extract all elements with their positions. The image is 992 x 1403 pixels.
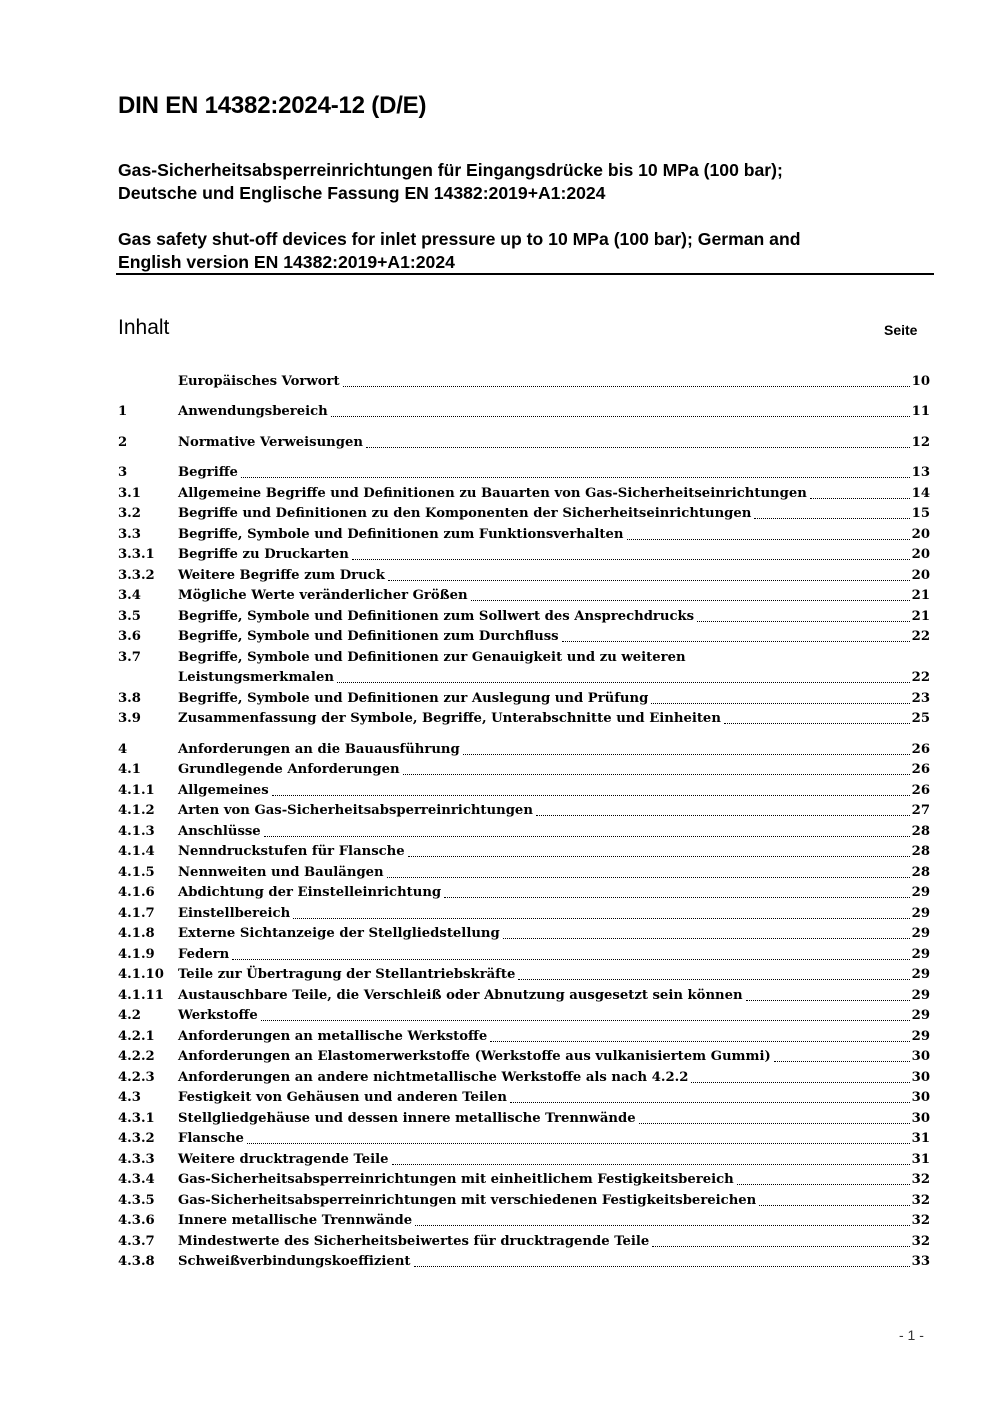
toc-dot-leader (774, 1060, 910, 1062)
toc-entry[interactable] (118, 544, 930, 565)
title-english-line-1: Gas safety shut-off devices for inlet pressure up to 10 MPa (100 bar); German and (118, 229, 801, 249)
toc-dot-leader (408, 855, 910, 857)
toc-entry-page: 11 (911, 404, 930, 419)
toc-entry-number: 4.1.3 (118, 823, 155, 839)
toc-entry-page: 21 (911, 608, 930, 624)
toc-entry-title: Begriffe, Symbole und Definitionen zur Genauigkeit und zu weiteren (178, 649, 686, 665)
toc-entry-title: Begriffe zu Druckarten (178, 547, 349, 562)
page-number: - 1 - (899, 1327, 924, 1343)
toc-dot-leader (697, 620, 910, 622)
toc-dot-leader (463, 753, 910, 755)
toc-entry-page: 30 (911, 1110, 930, 1126)
toc-entry[interactable] (118, 882, 930, 903)
toc-entry[interactable] (118, 1210, 930, 1231)
toc-entry-title: Federn (178, 946, 230, 962)
toc-entry-page: 29 (911, 885, 930, 900)
toc-entry-title: Anforderungen an metallische Werkstoffe (178, 1028, 488, 1044)
toc-entry-number: 4.2 (118, 1008, 141, 1023)
toc-entry-page: 28 (911, 823, 930, 839)
toc-entry-page: 26 (911, 762, 930, 777)
toc-entry-number: 4.2.2 (118, 1049, 155, 1064)
toc-dot-leader (264, 835, 910, 837)
toc-entry-page: 30 (911, 1090, 930, 1105)
toc-entry-page: 10 (911, 373, 930, 389)
toc-dot-leader (247, 1142, 910, 1144)
toc-entry-number: 4.1.8 (118, 926, 155, 941)
toc-dot-leader (232, 958, 909, 960)
toc-entry-title: Anwendungsbereich (178, 404, 328, 419)
toc-entry-page: 20 (911, 547, 930, 562)
toc-entry-title: Gas-Sicherheitsabsperreinrichtungen mit verschiedenen Festigkeitsbereichen (178, 1192, 757, 1208)
toc-dot-leader (387, 876, 910, 878)
toc-entry[interactable] (118, 564, 930, 585)
toc-entry-title: Anforderungen an die Bauausführung (178, 741, 460, 757)
toc-entry-title: Schweißverbindungskoeffizient (178, 1254, 411, 1269)
toc-entry-page: 22 (911, 629, 930, 644)
toc-entry[interactable] (118, 984, 930, 1005)
toc-entry[interactable] (118, 1046, 930, 1067)
toc-entry-number: 3.1 (118, 485, 141, 501)
toc-entry-number: 4.3.2 (118, 1131, 155, 1146)
toc-entry[interactable] (118, 800, 930, 821)
toc-entry-page: 32 (911, 1192, 930, 1208)
toc-entry-page: 32 (911, 1213, 930, 1228)
toc-dot-leader (759, 1204, 909, 1206)
toc-entry-page: 28 (911, 864, 930, 880)
toc-entry-number: 4.1.11 (118, 987, 164, 1003)
toc-dot-leader (810, 497, 910, 499)
toc-entry-number: 3.6 (118, 629, 141, 644)
toc-entry[interactable] (118, 1169, 930, 1190)
toc-entry-number: 3.4 (118, 588, 141, 603)
toc-entry-title-continued: Leistungsmerkmalen (178, 670, 334, 685)
toc-entry[interactable] (118, 1251, 930, 1272)
toc-entry-page: 29 (911, 1008, 930, 1023)
toc-entry[interactable] (118, 401, 930, 422)
toc-dot-leader (639, 1122, 910, 1124)
toc-page-column-label: Seite (884, 322, 918, 338)
title-german-line-2: Deutsche und Englische Fassung EN 14382:2019+A1:2024 (118, 183, 606, 203)
toc-dot-leader (471, 599, 910, 601)
toc-entry-title: Externe Sichtanzeige der Stellgliedstellung (178, 926, 500, 941)
toc-entry-number: 4.1.6 (118, 885, 155, 900)
toc-entry[interactable] (118, 943, 930, 964)
toc-entry-title: Nennweiten und Baulängen (178, 864, 384, 880)
toc-entry-page: 14 (911, 485, 930, 501)
toc-dot-leader (272, 794, 910, 796)
toc-entry-title: Abdichtung der Einstelleinrichtung (178, 885, 442, 900)
toc-entry[interactable] (118, 482, 930, 503)
toc-entry-number: 3.8 (118, 690, 141, 706)
toc-entry[interactable] (118, 738, 930, 759)
toc-dot-leader (651, 702, 909, 704)
toc-entry-page: 26 (911, 741, 930, 757)
toc-entry-page: 29 (911, 987, 930, 1003)
toc-entry-title: Einstellbereich (178, 905, 291, 921)
toc-entry-page: 27 (911, 803, 930, 818)
toc-entry-number: 4.3.6 (118, 1213, 155, 1228)
toc-entry-title: Arten von Gas-Sicherheitsabsperreinrichtungen (178, 803, 533, 818)
toc-entry-title: Innere metallische Trennwände (178, 1213, 413, 1228)
toc-entry-title: Teile zur Übertragung der Stellantriebskräfte (178, 967, 516, 982)
toc-entry[interactable] (118, 902, 930, 923)
toc-entry-number: 4.3.8 (118, 1254, 155, 1269)
toc-dot-leader (724, 722, 910, 724)
toc-entry-page: 32 (911, 1233, 930, 1249)
toc-dot-leader (510, 1101, 910, 1103)
toc-entry-number: 3.2 (118, 506, 141, 521)
toc-entry-title: Normative Verweisungen (178, 434, 363, 450)
toc-dot-leader (403, 773, 910, 775)
toc-entry-title: Europäisches Vorwort (178, 373, 340, 389)
toc-dot-leader (241, 476, 910, 478)
toc-entry-page: 15 (911, 506, 930, 521)
toc-dot-leader (366, 446, 910, 448)
toc-entry-title: Zusammenfassung der Symbole, Begriffe, Unterabschnitte und Einheiten (178, 711, 721, 726)
toc-entry[interactable] (118, 759, 930, 780)
toc-entry-title: Begriffe, Symbole und Definitionen zum Funktionsverhalten (178, 526, 624, 542)
toc-entry-number: 4.2.3 (118, 1069, 155, 1085)
toc-dot-leader (388, 579, 910, 581)
toc-entry-number: 4.1.1 (118, 782, 155, 798)
toc-entry[interactable] (118, 923, 930, 944)
toc-entry-page: 26 (911, 782, 930, 798)
toc-entry-number: 4.1 (118, 762, 141, 777)
toc-entry[interactable] (118, 687, 930, 708)
toc-entry-page: 12 (911, 434, 930, 450)
toc-entry[interactable] (118, 708, 930, 729)
toc-entry-title: Stellgliedgehäuse und dessen innere metallische Trennwände (178, 1110, 636, 1126)
title-german-line-1: Gas-Sicherheitsabsperreinrichtungen für Eingangsdrücke bis 10 MPa (100 bar); (118, 160, 783, 180)
toc-entry-page: 32 (911, 1172, 930, 1187)
toc-entry-number: 4.1.9 (118, 946, 155, 962)
toc-entry-title: Anforderungen an andere nichtmetallische Werkstoffe als nach 4.2.2 (178, 1069, 689, 1085)
toc-entry-page: 13 (911, 465, 930, 480)
toc-dot-leader (392, 1163, 910, 1165)
toc-entry-title: Festigkeit von Gehäusen und anderen Teilen (178, 1090, 507, 1105)
toc-entry-title: Begriffe (178, 465, 238, 480)
toc-dot-leader (503, 937, 910, 939)
toc-entry-title: Begriffe, Symbole und Definitionen zur Auslegung und Prüfung (178, 690, 649, 706)
toc-entry-page: 31 (911, 1151, 930, 1167)
toc-entry-number: 4.2.1 (118, 1028, 155, 1044)
toc-entry[interactable] (118, 841, 930, 862)
toc-entry-page: 30 (911, 1069, 930, 1085)
toc-entry-page: 29 (911, 905, 930, 921)
toc-entry-number: 3.3 (118, 526, 141, 542)
toc-dot-leader (737, 1183, 910, 1185)
toc-entry-title: Anforderungen an Elastomerwerkstoffe (Werkstoffe aus vulkanisiertem Gummi) (178, 1049, 771, 1064)
toc-entry-number: 4.3.1 (118, 1110, 155, 1126)
toc-dot-leader (754, 517, 909, 519)
toc-dot-leader (414, 1265, 910, 1267)
toc-dot-leader (691, 1081, 909, 1083)
toc-entry-number: 4.1.2 (118, 803, 155, 818)
toc-entry-page: 22 (911, 670, 930, 685)
toc-entry[interactable] (118, 503, 930, 524)
toc-entry-title: Begriffe und Definitionen zu den Komponenten der Sicherheitseinrichtungen (178, 506, 752, 521)
toc-entry-number: 3.3.1 (118, 547, 155, 562)
toc-entry-number: 4.3.7 (118, 1233, 155, 1249)
toc-entry-page: 29 (911, 1028, 930, 1044)
toc-entry-number: 4.1.5 (118, 864, 155, 880)
toc-entry-page: 25 (911, 711, 930, 726)
toc-entry[interactable] (118, 585, 930, 606)
toc-entry-number: 4.3 (118, 1090, 141, 1105)
toc-entry-number: 1 (118, 404, 128, 419)
toc-dot-leader (518, 978, 909, 980)
toc-dot-leader (352, 558, 910, 560)
toc-dot-leader (627, 538, 910, 540)
toc-entry-page: 21 (911, 588, 930, 603)
toc-entry[interactable] (118, 1189, 930, 1210)
toc-entry[interactable] (118, 462, 930, 483)
toc-entry-title: Allgemeine Begriffe und Definitionen zu Bauarten von Gas-Sicherheitseinrichtungen (178, 485, 807, 501)
toc-entry-number: 4.3.3 (118, 1151, 155, 1167)
toc-entry[interactable] (118, 820, 930, 841)
toc-entry[interactable] (118, 1005, 930, 1026)
toc-dot-leader (261, 1019, 910, 1021)
toc-entry-number: 3.5 (118, 608, 141, 624)
toc-entry-title: Flansche (178, 1131, 244, 1146)
toc-dot-leader (293, 917, 909, 919)
toc-entry[interactable] (118, 861, 930, 882)
toc-dot-leader (337, 681, 910, 683)
toc-entry-number: 3.3.2 (118, 567, 155, 583)
toc-dot-leader (652, 1245, 909, 1247)
toc-entry[interactable] (118, 964, 930, 985)
toc-entry-page: 33 (911, 1254, 930, 1269)
toc-entry-number: 3 (118, 465, 128, 480)
toc-entry[interactable] (118, 779, 930, 800)
title-english (118, 228, 933, 274)
toc-entry-page: 20 (911, 526, 930, 542)
toc-entry[interactable] (118, 1087, 930, 1108)
title-divider (116, 273, 934, 275)
toc-entry-page: 28 (911, 844, 930, 859)
toc-entry-page: 29 (911, 926, 930, 941)
toc-entry-title: Austauschbare Teile, die Verschleiß oder Abnutzung ausgesetzt sein können (178, 987, 743, 1003)
toc-entry-title: Weitere Begriffe zum Druck (178, 567, 385, 583)
toc-entry[interactable] (118, 523, 930, 544)
toc-dot-leader (444, 896, 909, 898)
toc-dot-leader (562, 640, 910, 642)
toc-entry-number: 3.9 (118, 711, 141, 726)
toc-dot-leader (746, 999, 910, 1001)
toc-entry-page: 20 (911, 567, 930, 583)
toc-dot-leader (331, 415, 910, 417)
toc-entry-page: 31 (911, 1131, 930, 1146)
toc-entry-title: Allgemeines (178, 782, 269, 798)
toc-entry-title: Anschlüsse (178, 823, 261, 839)
toc-entry-number: 3.7 (118, 649, 141, 665)
toc-entry-number: 4.1.4 (118, 844, 155, 859)
toc-dot-leader (343, 385, 910, 387)
toc-entry-page: 30 (911, 1049, 930, 1064)
toc-entry[interactable] (118, 1128, 930, 1149)
toc-entry[interactable] (118, 1025, 930, 1046)
toc-entry[interactable] (118, 370, 930, 391)
toc-entry-page: 23 (911, 690, 930, 706)
toc-entry-number: 4 (118, 741, 128, 757)
title-english-line-2: English version EN 14382:2019+A1:2024 (118, 252, 455, 272)
table-of-contents (118, 370, 930, 1271)
toc-entry[interactable] (118, 646, 930, 667)
toc-entry-title: Nenndruckstufen für Flansche (178, 844, 405, 859)
toc-dot-leader (536, 814, 910, 816)
toc-entry-title: Werkstoffe (178, 1008, 258, 1023)
toc-entry-continuation[interactable] (118, 667, 930, 688)
toc-entry-title: Mindestwerte des Sicherheitsbeiwertes für drucktragende Teile (178, 1233, 650, 1249)
toc-entry[interactable] (118, 1230, 930, 1251)
toc-entry-number: 2 (118, 434, 128, 450)
toc-entry-number: 4.3.5 (118, 1192, 155, 1208)
toc-entry[interactable] (118, 626, 930, 647)
toc-entry-title: Weitere drucktragende Teile (178, 1151, 389, 1167)
toc-heading: Inhalt (118, 316, 170, 339)
toc-entry-title: Gas-Sicherheitsabsperreinrichtungen mit einheitlichem Festigkeitsbereich (178, 1172, 734, 1187)
toc-entry-page: 29 (911, 967, 930, 982)
toc-dot-leader (415, 1224, 909, 1226)
toc-entry-number: 4.1.10 (118, 967, 164, 982)
title-german (118, 159, 933, 205)
toc-entry[interactable] (118, 1066, 930, 1087)
toc-entry[interactable] (118, 605, 930, 626)
toc-entry-title: Begriffe, Symbole und Definitionen zum Sollwert des Ansprechdrucks (178, 608, 695, 624)
toc-entry[interactable] (118, 1148, 930, 1169)
toc-entry-number: 4.3.4 (118, 1172, 155, 1187)
toc-entry-title: Grundlegende Anforderungen (178, 762, 400, 777)
toc-entry[interactable] (118, 431, 930, 452)
toc-entry-title: Mögliche Werte veränderlicher Größen (178, 588, 468, 603)
toc-dot-leader (490, 1040, 909, 1042)
toc-entry[interactable] (118, 1107, 930, 1128)
toc-entry-title: Begriffe, Symbole und Definitionen zum Durchfluss (178, 629, 559, 644)
toc-entry-page: 29 (911, 946, 930, 962)
document-designation: DIN EN 14382:2024-12 (D/E) (118, 92, 427, 119)
toc-entry-number: 4.1.7 (118, 905, 155, 921)
